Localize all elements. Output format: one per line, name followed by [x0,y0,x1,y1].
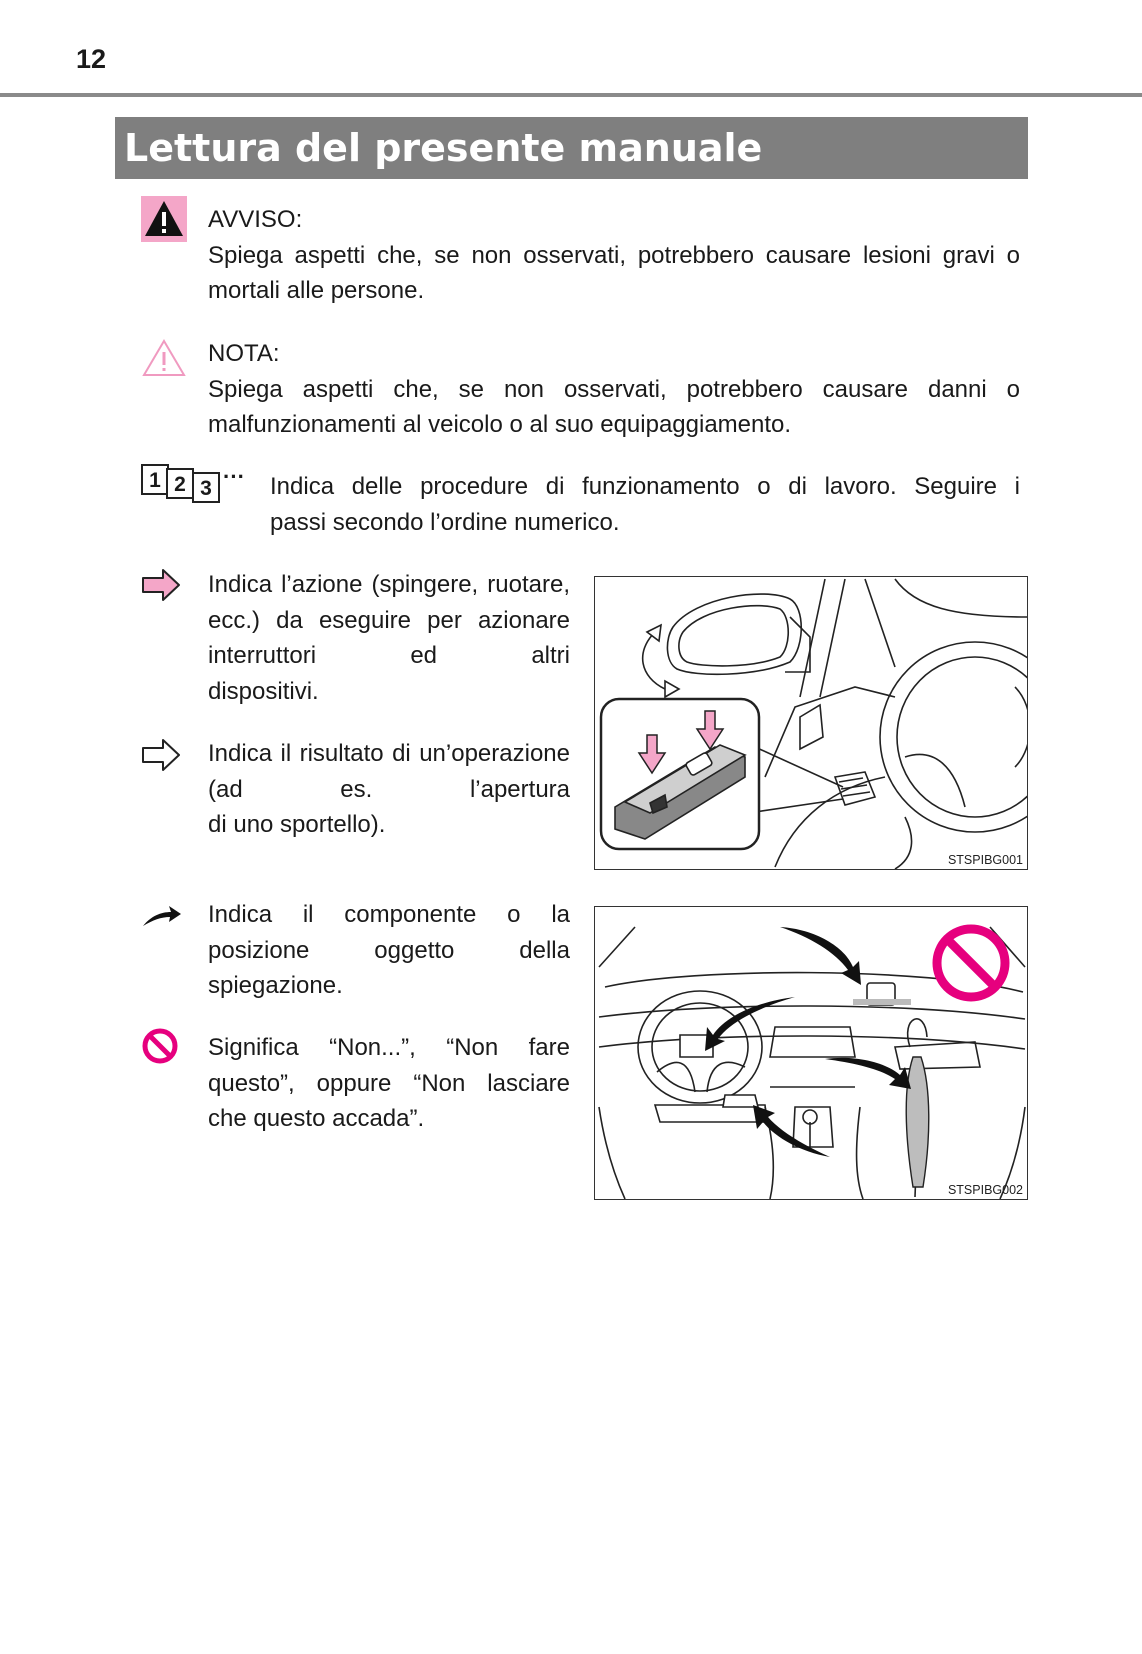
action-line-2: ruotare, ecc.) da eseguire per [208,571,570,634]
step-box-2: 2 [166,468,194,499]
steps-line-1: Indica delle procedure di funzionamento o di lavoro. Seguire i [270,473,1020,500]
result-line-1: Indica il risultato di [208,740,411,767]
avviso-line-2: mortali alle persone. [208,277,425,304]
mirror-switch-illustration [595,577,1028,870]
action-line-3: azionare interruttori ed altri [208,606,570,669]
nota-label: NOTA: [208,340,280,367]
figure-mirror-switch [594,576,1028,870]
figure-dashboard [594,906,1028,1200]
steps-dots: ··· [223,464,245,489]
avviso-label: AVVISO: [208,206,303,233]
warning-triangle-outline-icon [141,338,187,378]
prohibited-text [208,1030,570,1137]
result-line-3: di uno sportello). [208,811,386,838]
prohibited-icon [141,1027,179,1065]
dashboard-illustration [595,907,1028,1200]
pointer-arrow-icon [141,904,183,930]
prohibited-line-3: che questo accada”. [208,1105,425,1132]
action-line-4: dispositivi. [208,677,319,705]
header-rule [0,93,1142,97]
figure-2-label: STSPIBG002 [947,1183,1023,1197]
nota-block [208,336,1020,443]
component-line-1: Indica il componente o la [208,901,570,928]
component-line-3: spiegazione. [208,972,343,999]
figure-1-label: STSPIBG001 [947,853,1023,867]
page-title: Lettura del presente manuale [115,117,1028,179]
steps-line-2: passi secondo l’ordine numerico. [270,508,620,536]
avviso-line-1: Spiega aspetti che, se non osservati, potrebbero causare lesioni gravi o [208,241,1020,269]
step-box-1: 1 [141,464,169,495]
nota-line-2: malfunzionamenti al veicolo o al suo equipaggiamento. [208,411,792,438]
nota-text [208,372,1020,443]
warning-triangle-filled-icon [141,196,187,242]
result-line-2: un’operazione (ad es. l’apertura [208,740,570,803]
nota-line-1: Spiega aspetti che, se non osservati, potrebbero causare danni o [208,375,1020,403]
prohibited-line-1: Significa “Non...”, “Non fare [208,1034,570,1061]
step-box-3: 3 [192,472,220,503]
prohibited-line-2: questo”, oppure “Non lasciare [208,1069,570,1097]
avviso-text [208,238,1020,309]
steps-text [270,469,1020,540]
outline-arrow-icon [141,738,181,772]
page-number: 12 [76,44,107,74]
pink-arrow-icon [141,568,181,602]
result-text [208,736,570,843]
numbered-steps-icon [141,464,261,504]
component-text [208,897,570,1004]
action-text [208,567,570,709]
action-line-1: Indica l’azione (spingere, [208,571,479,598]
avviso-block [208,202,1020,309]
component-line-2: posizione oggetto della [208,936,570,964]
